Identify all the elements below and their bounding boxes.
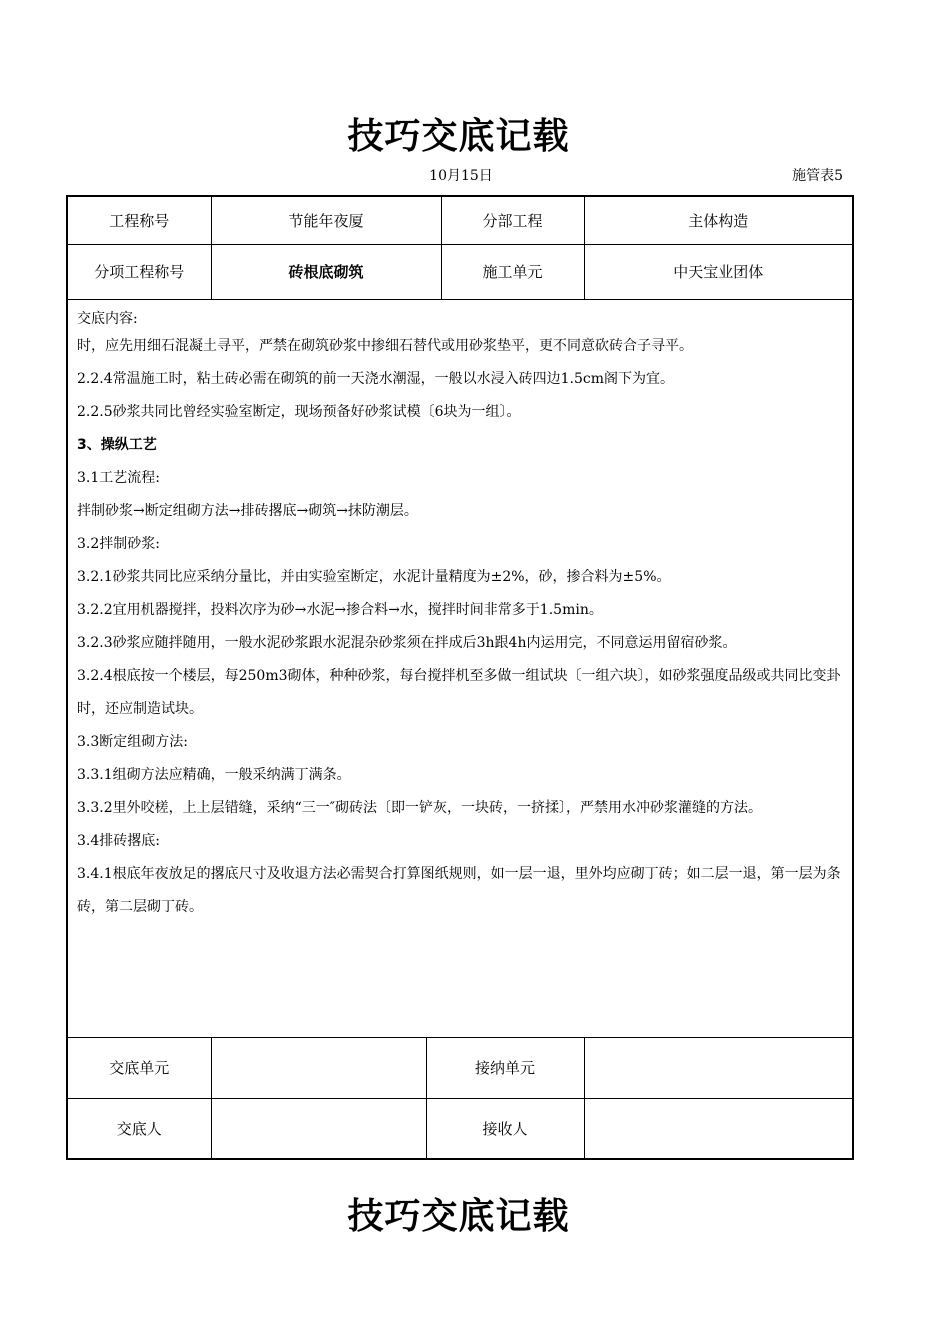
page-title: 技巧交底记载: [347, 116, 570, 157]
contractor-value: 中天宝业团体: [584, 244, 853, 299]
disclosure-table: [66, 195, 854, 1160]
content-line: 3.3.2里外咬槎，上上层错缝，采纳“三一″砌砖法〔即一铲灰，一块砖，一挤揉〕，严禁用水冲砂浆灌缝的方法。: [77, 799, 763, 816]
content-line: 3.2.2宜用机器搅拌，投料次序为砂→水泥→掺合料→水，搅拌时间非常多于1.5min。: [77, 601, 603, 618]
project-name-label: 工程称号: [67, 196, 211, 244]
subitem-label: 分项工程称号: [67, 244, 211, 299]
content-line: 3.2.1砂浆共同比应采纳分量比，并由实验室断定，水泥计量精度为±2%，砂，掺合料为±5%。: [77, 568, 671, 585]
page-title-next: 技巧交底记载: [347, 1196, 570, 1237]
receiver-person-field[interactable]: [584, 1098, 853, 1159]
receiver-unit-field[interactable]: [584, 1037, 853, 1098]
content-line: 3.2.3砂浆应随拌随用，一般水泥砂浆跟水泥混杂砂浆须在拌成后3h跟4h内运用完，不同意运用留宿砂浆。: [77, 634, 737, 651]
receiver-person-label: 接收人: [426, 1098, 584, 1159]
table-row: [67, 196, 853, 244]
project-name-value: 节能年夜厦: [211, 196, 441, 244]
form-number: 施管表5: [792, 168, 843, 184]
content-line: 3.1工艺流程:: [77, 469, 160, 486]
issuer-person-label: 交底人: [67, 1098, 211, 1159]
table-row: [67, 244, 853, 299]
content-line: 3.2.4根底按一个楼层，每250m3砌体，种种砂浆，每台搅拌机至多做一组试块〔一组六块〕，如砂浆强度品级或共同比变卦时，还应制造试块。: [77, 667, 841, 717]
content-line: 拌制砂浆→断定组砌方法→排砖撂底→砌筑→抹防潮层。: [77, 502, 418, 519]
section-heading: 3、操纵工艺: [77, 436, 157, 453]
record-date: 10月15日: [429, 168, 493, 184]
content-line: 2.2.5砂浆共同比曾经实验室断定，现场预备好砂浆试模〔6块为一组〕。: [77, 403, 521, 420]
content-row: [67, 299, 853, 1037]
receiver-unit-label: 接纳单元: [426, 1037, 584, 1098]
contractor-label: 施工单元: [441, 244, 584, 299]
content-label: 交底内容:: [77, 310, 138, 327]
content-line: 3.4排砖撂底:: [77, 832, 160, 849]
content-line: 2.2.4常温施工时，粘土砖必需在砌筑的前一天浇水潮湿，一般以水浸入砖四边1.5cm阁下为宜。: [77, 370, 675, 387]
content-line: 3.4.1根底年夜放足的撂底尺寸及收退方法必需契合打算图纸规则，如一层一退，里外均应砌丁砖；如二层一退，第一层为条砖，第二层砌丁砖。: [77, 865, 841, 915]
content-line: 3.3断定组砌方法:: [77, 733, 188, 750]
subitem-value: 砖根底砌筑: [211, 244, 441, 299]
content-line: 3.3.1组砌方法应精确，一般采纳满丁满条。: [77, 766, 351, 783]
division-label: 分部工程: [441, 196, 584, 244]
issuer-person-field[interactable]: [211, 1098, 426, 1159]
content-line: 3.2拌制砂浆:: [77, 535, 160, 552]
issuer-unit-field[interactable]: [211, 1037, 426, 1098]
table-row: [67, 1037, 853, 1098]
division-value: 主体构造: [584, 196, 853, 244]
issuer-unit-label: 交底单元: [67, 1037, 211, 1098]
disclosure-content: [67, 299, 853, 1037]
content-line: 时，应先用细石混凝土寻平，严禁在砌筑砂浆中掺细石替代或用砂浆垫平，更不同意砍砖合子寻平。: [77, 337, 693, 354]
table-row: [67, 1098, 853, 1159]
